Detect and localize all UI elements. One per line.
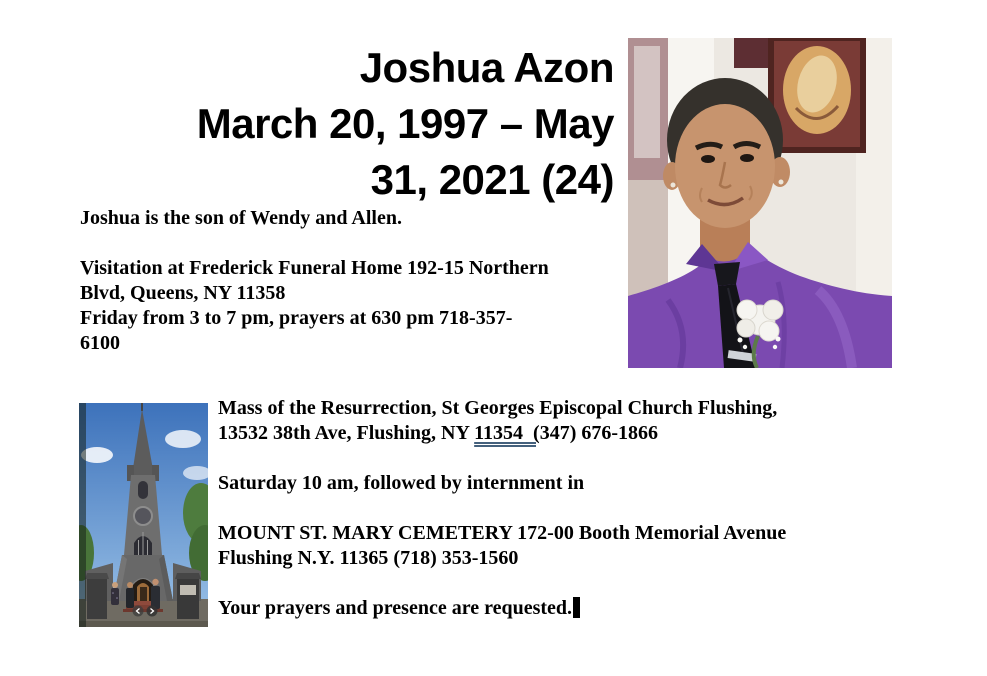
- framed-artwork: [771, 38, 863, 150]
- portrait-photo[interactable]: [628, 38, 892, 368]
- text-cursor: [573, 597, 580, 618]
- text-line: Joshua is the son of Wendy and Allen.: [80, 207, 402, 229]
- blank-line: [218, 571, 863, 596]
- title-line: Joshua Azon: [359, 44, 614, 91]
- blank-line: [218, 446, 863, 471]
- text-line: Blvd, Queens, NY 11358: [80, 282, 286, 304]
- title-line: 31, 2021 (24): [370, 156, 614, 203]
- text-line: [218, 596, 863, 621]
- closing-text: Your prayers and presence are requested.: [218, 597, 573, 619]
- text-line: Friday from 3 to 7 pm, prayers at 630 pm 718-357-: [80, 307, 513, 329]
- phone-text: 347) 676-1866: [539, 422, 659, 444]
- visitation-text: [80, 206, 628, 356]
- text-line: MOUNT ST. MARY CEMETERY 172-00 Booth Memorial Avenue: [218, 522, 787, 544]
- address-text: 13532 38th Ave, Flushing, NY: [218, 422, 475, 444]
- portrait-illustration: [628, 38, 892, 368]
- text-line: Visitation at Frederick Funeral Home 192-15 Northern: [80, 257, 549, 279]
- text-line: Flushing N.Y. 11365 (718) 353-1560: [218, 547, 519, 569]
- title-line: March 20, 1997 – May: [196, 100, 614, 147]
- text-line: Saturday 10 am, followed by internment in: [218, 472, 585, 494]
- blank-line: [80, 231, 628, 256]
- memorial-title: [80, 40, 614, 208]
- text-line: Mass of the Resurrection, St Georges Episcopal Church Flushing,: [218, 397, 778, 419]
- church-photo[interactable]: [79, 403, 208, 627]
- text-line: 6100: [80, 332, 120, 354]
- text-line: [218, 421, 863, 446]
- service-text: [218, 396, 863, 621]
- blank-line: [218, 496, 863, 521]
- church-illustration: [79, 403, 208, 627]
- zip-code-underlined: 11354 (: [474, 422, 540, 444]
